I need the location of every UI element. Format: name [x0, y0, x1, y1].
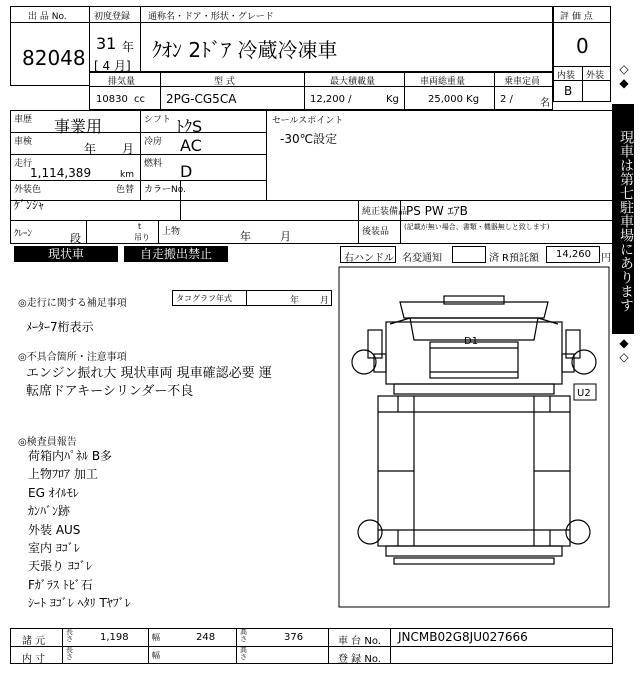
recycle-label: 済 [489, 253, 499, 264]
inspector-heading: ◎検査員報告 [18, 437, 77, 448]
score-label: 評 価 点 [560, 12, 593, 22]
current-state-badge: 現状車 [14, 246, 118, 262]
fuel-value: D [180, 162, 193, 181]
width-value: 248 [196, 632, 216, 643]
inspector-list [28, 447, 131, 613]
gross-label: 車両総重量 [420, 77, 466, 87]
mileage-unit: km [120, 170, 134, 180]
no-self-drive-badge: 自走搬出禁止 [124, 246, 228, 262]
capacity-unit: 名 [540, 98, 550, 109]
tacho-label: タコグラフ年式 [176, 294, 232, 303]
tacho-month: 月 [320, 296, 330, 306]
crane-t: t [138, 222, 142, 231]
defect-line-2: 転席ドアキーシリンダー不良 [26, 384, 194, 399]
lot-label: 出 品 No. [28, 12, 67, 22]
crane-label: ｸﾚｰﾝ [14, 229, 33, 239]
interior-label: 内装 [557, 71, 576, 81]
height-value: 376 [284, 632, 304, 643]
history-label: 車歴 [14, 115, 33, 125]
inspection-month: 月 [122, 142, 135, 156]
name-label: 通称名・ドア・形状・グレード [148, 12, 274, 22]
lot-number: 82048 [22, 46, 86, 70]
list-item: ｼｰﾄ ﾖｺﾞﾚ ﾍﾀﾘ Tﾔﾌﾞﾚ [28, 596, 131, 611]
std-equipment-label: 純正装備品 [362, 207, 408, 217]
length-value: 1,198 [100, 632, 129, 643]
driving-heading: ◎走行に関する補足事項 [18, 298, 127, 309]
score-value: 0 [576, 34, 589, 58]
inner-width-label: 幅 [152, 651, 160, 660]
inner-dims-label: 内 寸 [22, 654, 46, 665]
width-label: 幅 [152, 633, 160, 642]
defect-line-1: エンジン振れ大 現状車両 現車確認必要 運 [26, 366, 272, 381]
inspection-year: 年 [84, 142, 97, 156]
sales-point-value: -30℃設定 [280, 132, 338, 146]
exterior-label: 外装 [586, 71, 605, 81]
reg-label: 登 録 No. [338, 654, 381, 665]
first-reg-label: 初度登録 [94, 12, 131, 22]
ac-value: AC [180, 136, 202, 155]
vin-value: JNCMB02G8JU027666 [398, 630, 528, 644]
capacity-value: 2 / [500, 94, 513, 105]
list-item: EG ｵｲﾙﾓﾚ [28, 485, 79, 500]
color-code-label: カラーNo. [144, 185, 186, 195]
list-item: Fｶﾞﾗｽ ﾄﾋﾞ石 [28, 577, 93, 592]
model-label: 型 式 [214, 77, 235, 87]
sales-point-label: セールスポイント [272, 116, 344, 126]
displacement-unit: cc [134, 94, 145, 105]
rhd-label: 右ハンドル [344, 253, 394, 264]
inner-height-label: 高さ [240, 646, 247, 661]
list-item: 上物ﾌﾛｱ 加工 [28, 467, 98, 482]
displacement-value: 10830 [96, 94, 128, 105]
defect-heading: ◎不具合箇所・注意事項 [18, 352, 127, 363]
history-value: 事業用 [54, 117, 103, 136]
height-label: 高さ [240, 628, 247, 643]
bed-month: 月 [280, 230, 291, 243]
displacement-label: 排気量 [108, 77, 136, 87]
interior-value: B [564, 84, 573, 98]
damage-mark-u2: U2 [577, 388, 591, 399]
car-name: ｸｵﾝ 2ﾄﾞｱ 冷蔵冷凍車 [152, 38, 338, 62]
vin-label: 車 台 No. [338, 636, 381, 647]
color-no-label: 色替 [116, 185, 135, 195]
list-item: ｶﾝﾊﾞﾝ跡 [28, 504, 71, 519]
aftermarket-label: 後装品 [362, 227, 390, 237]
outer-dims-label: 諸 元 [22, 636, 46, 647]
aftermarket-note: (記載が無い場合、書類・機器無しと致します) [404, 223, 550, 231]
name-change-box [452, 246, 486, 263]
bed-year: 年 [240, 230, 251, 243]
shift-value: ﾄｸS [176, 117, 203, 136]
max-load-label: 最大積載量 [330, 77, 376, 87]
exterior-color-label: 外装色 [14, 185, 42, 195]
gross-value: 25,000 Kg [428, 94, 480, 105]
recycle-unit: 円 [601, 253, 611, 264]
diamond-bottom: ◆◇ [617, 336, 631, 364]
recycle-r-label: R預託額 [502, 253, 539, 264]
location-banner: 現車は第七駐車場にあります [612, 104, 634, 334]
list-item: 天張り ﾖｺﾞﾚ [28, 559, 92, 574]
crane-stage: 段 [70, 232, 81, 245]
exterior-color-value: ｹﾞﾝｼｬ [14, 198, 45, 212]
list-item: 室内 ﾖｺﾞﾚ [28, 541, 80, 556]
month-value: [ 4 月] [94, 59, 131, 73]
damage-mark-d1: D1 [464, 336, 479, 347]
mileage-label: 走行 [14, 159, 33, 169]
std-equipment-value: PS PW ｴｱB [406, 204, 468, 218]
tacho-year: 年 [290, 296, 300, 306]
fuel-label: 燃料 [144, 159, 163, 169]
shift-label: シフト [144, 115, 172, 125]
truck-diagram [338, 266, 610, 608]
year-unit: 年 [122, 40, 135, 54]
crane-lift: 吊り [134, 233, 150, 242]
bed-label: 上物 [162, 227, 181, 237]
model-value: 2PG-CG5CA [166, 92, 237, 106]
name-change-label: 名変通知 [402, 253, 442, 264]
inspection-label: 車検 [14, 137, 33, 147]
inner-length-label: 長さ [66, 646, 73, 661]
diamond-top: ◇◆ [617, 62, 631, 90]
max-load-value: 12,200 / [310, 94, 352, 105]
list-item: 荷箱内ﾊﾟﾈﾙ B多 [28, 449, 113, 463]
ac-label: 冷房 [144, 137, 163, 147]
length-label: 長さ [66, 628, 73, 643]
max-load-unit: Kg [386, 94, 399, 105]
driving-note: ﾒｰﾀｰ7桁表示 [26, 320, 94, 334]
recycle-value: 14,260 [556, 249, 591, 260]
mileage-value: 1,114,389 [30, 166, 92, 180]
capacity-label: 乗車定員 [504, 77, 541, 87]
list-item: 外装 AUS [28, 522, 81, 537]
year-value: 31 [96, 34, 117, 53]
